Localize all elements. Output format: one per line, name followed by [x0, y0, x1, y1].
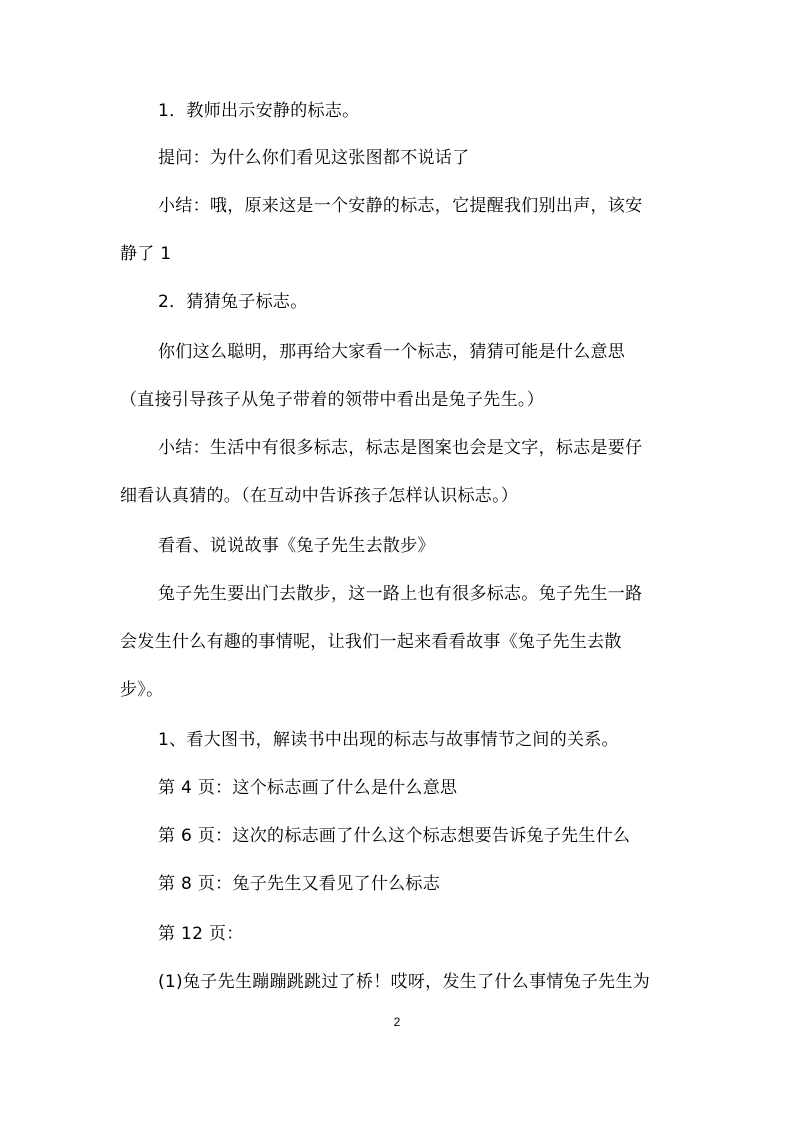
text-line: 第 6 页：这次的标志画了什么这个标志想要告诉兔子先生什么 [158, 826, 631, 846]
text-line: 细看认真猜的。（在互动中告诉孩子怎样认识标志。） [120, 486, 519, 506]
text-line: 小结：哦，原来这是一个安静的标志，它提醒我们别出声，该安 [158, 196, 643, 216]
text-line: 1、看大图书，解读书中出现的标志与故事情节之间的关系。 [158, 730, 619, 750]
text-line: 看看、说说故事《兔子先生去散步》 [158, 536, 435, 556]
page-number: 2 [393, 1015, 401, 1029]
text-line: 步》。 [120, 680, 164, 700]
text-line: 兔子先生要出门去散步，这一路上也有很多标志。兔子先生一路 [158, 584, 643, 604]
text-line: (1)兔子先生蹦蹦跳跳过了桥！哎呀，发生了什么事情兔子先生为 [158, 972, 651, 992]
text-line: 你们这么聪明，那再给大家看一个标志，猜猜可能是什么意思 [158, 342, 626, 362]
text-line: 小结：生活中有很多标志，标志是图案也会是文字，标志是要仔 [158, 438, 643, 458]
text-line: 会发生什么有趣的事情呢，让我们一起来看看故事《兔子先生去散 [120, 632, 622, 652]
text-line: 提问：为什么你们看见这张图都不说话了 [158, 148, 470, 168]
text-line: 第 12 页： [158, 924, 244, 944]
text-line: 静了 1 [120, 244, 172, 264]
text-line: 第 4 页：这个标志画了什么是什么意思 [158, 778, 458, 798]
text-line: 第 8 页：兔子先生又看见了什么标志 [158, 874, 441, 894]
text-line: （直接引导孩子从兔子带着的领带中看出是兔子先生。） [120, 390, 544, 410]
text-line: 1．教师出示安静的标志。 [158, 101, 360, 121]
text-line: 2．猜猜兔子标志。 [158, 292, 308, 312]
